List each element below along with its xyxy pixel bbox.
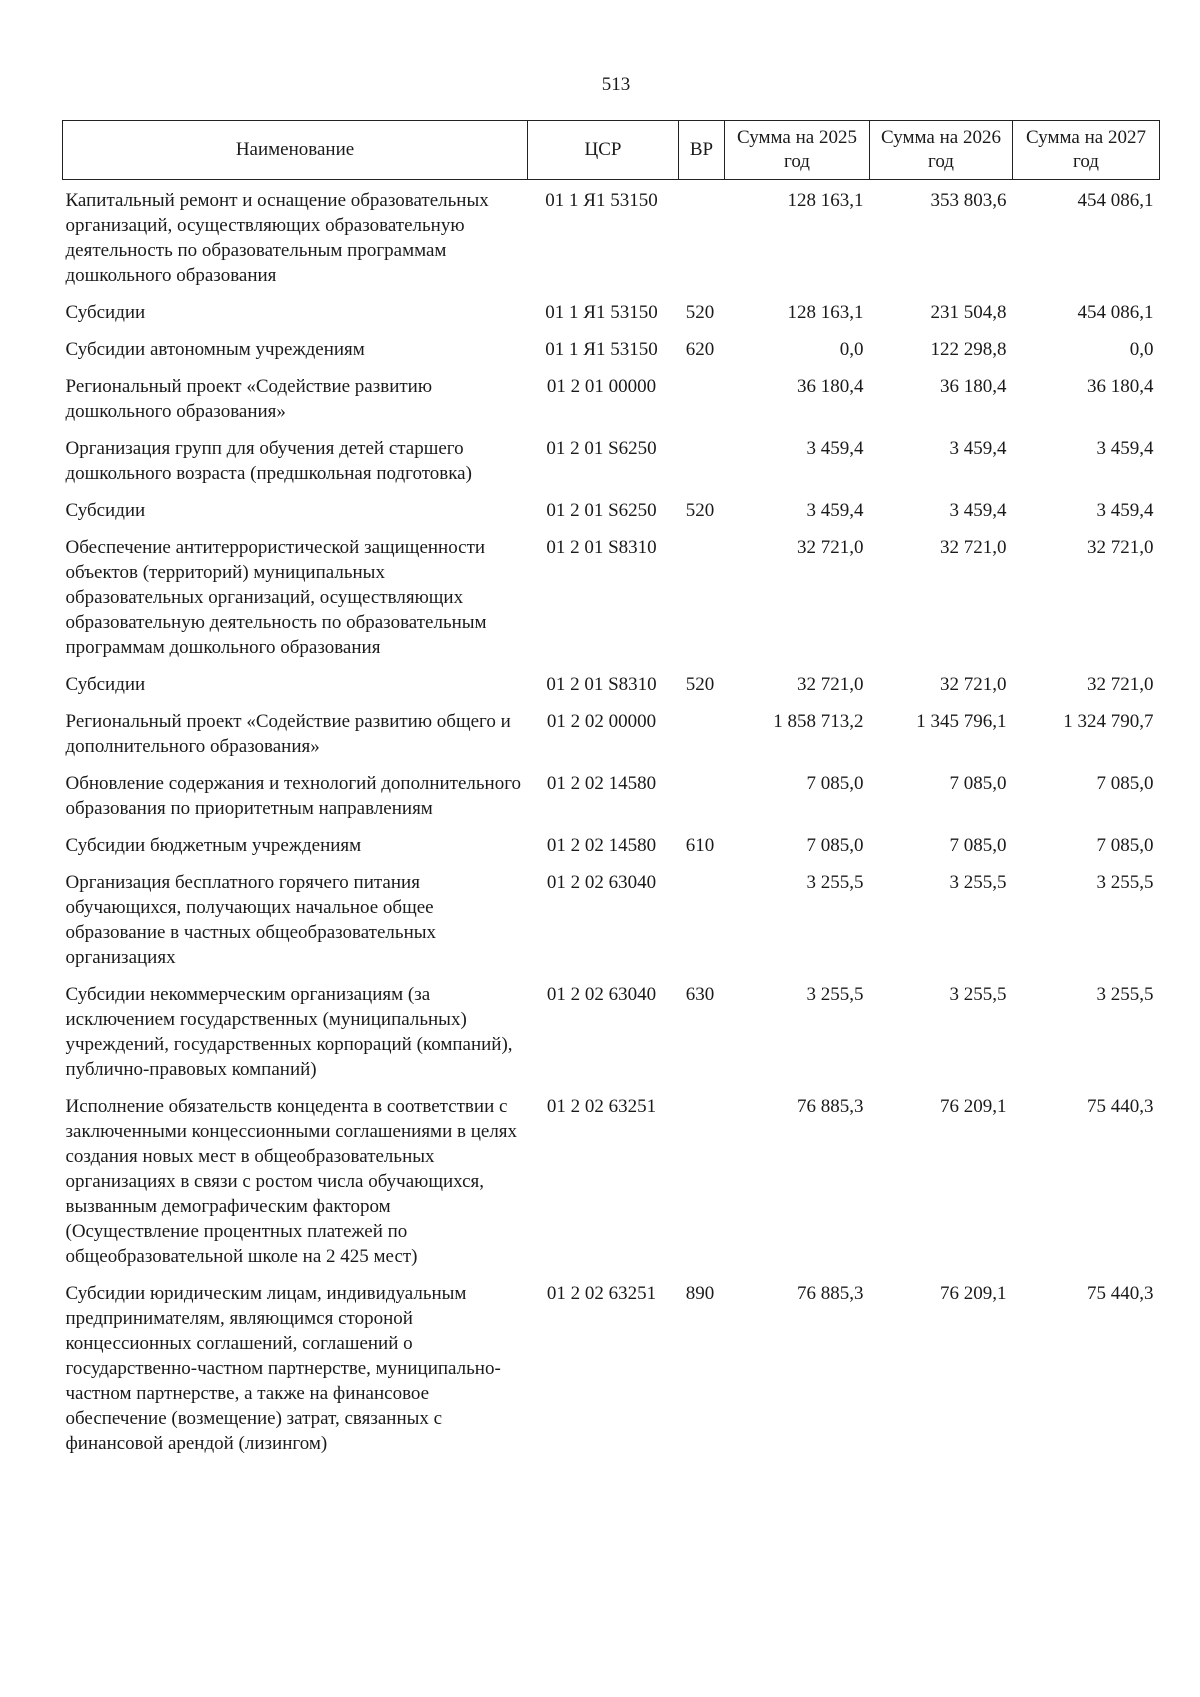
row-sum-2025: 3 255,5 [806, 872, 864, 893]
row-sum-2025: 7 085,0 [806, 835, 864, 856]
row-csr: 01 2 02 14580 [546, 835, 657, 856]
row-csr: 01 1 Я1 53150 [545, 190, 658, 211]
row-name: Организация бесплатного горячего питания обучающихся, получающих начальное общее образование в частных общеобразовательных организациях [65, 872, 436, 968]
row-csr: 01 2 01 S8310 [546, 674, 657, 695]
row-sum-2026: 231 504,8 [930, 302, 1007, 323]
row-vr [679, 763, 725, 825]
row-name: Организация групп для обучения детей старшего дошкольного возраста (предшкольная подготовка) [65, 438, 472, 484]
row-vr [679, 366, 725, 428]
table-row [63, 825, 1160, 862]
row-sum-2026: 76 209,1 [940, 1096, 1007, 1117]
row-vr [679, 428, 725, 490]
row-sum-2025: 128 163,1 [787, 302, 864, 323]
table-row [63, 180, 1160, 293]
table-header [63, 121, 1160, 180]
table-row [63, 527, 1160, 664]
row-vr [679, 701, 725, 763]
row-vr [679, 1086, 725, 1273]
row-name: Субсидии юридическим лицам, индивидуальным предпринимателям, являющимся стороной концессионных соглашений, соглашений о государственно-частном партнерстве, муниципально-частном партнерстве, а также на финансовое обеспечение (возмещение) затрат, связанных с финансовой арендой (лизингом) [65, 1283, 501, 1454]
row-sum-2025: 3 255,5 [806, 984, 864, 1005]
row-sum-2027: 36 180,4 [1087, 376, 1154, 397]
row-sum-2027: 454 086,1 [1077, 302, 1154, 323]
row-csr: 01 2 02 63251 [546, 1096, 657, 1117]
row-sum-2025: 32 721,0 [797, 537, 864, 558]
row-vr: 520 [685, 302, 715, 323]
table-row [63, 862, 1160, 974]
row-name: Субсидии бюджетным учреждениям [65, 835, 362, 856]
row-sum-2026: 36 180,4 [940, 376, 1007, 397]
row-sum-2026: 76 209,1 [940, 1283, 1007, 1304]
page-number: 513 [601, 74, 631, 95]
row-sum-2027: 0,0 [1129, 339, 1154, 360]
header-csr: ЦСР [528, 121, 679, 180]
header-sum-2025: Сумма на 2025 год [725, 121, 870, 180]
row-sum-2025: 0,0 [839, 339, 864, 360]
row-csr: 01 2 02 63040 [546, 872, 657, 893]
row-name: Региональный проект «Содействие развитию общего и дополнительного образования» [65, 711, 511, 757]
row-sum-2027: 3 459,4 [1096, 438, 1154, 459]
row-sum-2027: 1 324 790,7 [1063, 711, 1154, 732]
row-sum-2027: 32 721,0 [1087, 537, 1154, 558]
row-vr: 520 [685, 500, 715, 521]
row-sum-2025: 7 085,0 [806, 773, 864, 794]
row-sum-2027: 3 459,4 [1096, 500, 1154, 521]
row-sum-2026: 3 459,4 [949, 438, 1007, 459]
row-sum-2025: 128 163,1 [787, 190, 864, 211]
row-vr: 620 [685, 339, 715, 360]
row-sum-2027: 3 255,5 [1096, 984, 1154, 1005]
row-csr: 01 2 01 S6250 [546, 500, 657, 521]
row-name: Обновление содержания и технологий дополнительного образования по приоритетным направлениям [65, 773, 522, 819]
header-vr: ВР [679, 121, 725, 180]
table-row [63, 490, 1160, 527]
table-row [63, 292, 1160, 329]
table-row [63, 329, 1160, 366]
row-sum-2026: 32 721,0 [940, 674, 1007, 695]
row-sum-2027: 7 085,0 [1096, 835, 1154, 856]
row-sum-2026: 3 459,4 [949, 500, 1007, 521]
table-row [63, 428, 1160, 490]
row-sum-2026: 353 803,6 [930, 190, 1007, 211]
row-csr: 01 2 01 S6250 [546, 438, 657, 459]
row-sum-2027: 75 440,3 [1087, 1283, 1154, 1304]
row-sum-2026: 3 255,5 [949, 872, 1007, 893]
row-sum-2025: 3 459,4 [806, 438, 864, 459]
row-csr: 01 1 Я1 53150 [545, 302, 658, 323]
row-name: Субсидии некоммерческим организациям (за исключением государственных (муниципальных) учреждений, государственных корпораций (компаний), публично-правовых компаний) [65, 984, 513, 1080]
row-sum-2025: 1 858 713,2 [773, 711, 864, 732]
row-sum-2025: 36 180,4 [797, 376, 864, 397]
row-name: Обеспечение антитеррористической защищенности объектов (территорий) муниципальных образовательных организаций, осуществляющих образовательную деятельность по образовательным программам дошкольного образования [65, 537, 487, 658]
row-sum-2025: 3 459,4 [806, 500, 864, 521]
row-name: Субсидии [65, 674, 146, 695]
row-sum-2027: 7 085,0 [1096, 773, 1154, 794]
table-row [63, 701, 1160, 763]
row-sum-2025: 32 721,0 [797, 674, 864, 695]
row-name: Исполнение обязательств концедента в соответствии с заключенными концессионными соглашениями в целях создания новых мест в общеобразовательных организациях в связи с ростом числа обучающихся, вызванным демографическим фактором (Осуществление процентных платежей по общеобразовательной школе на 2 425 мест) [65, 1096, 518, 1267]
table-row [63, 763, 1160, 825]
table-row [63, 664, 1160, 701]
row-csr: 01 2 02 00000 [546, 711, 657, 732]
header-sum-2027: Сумма на 2027 год [1013, 121, 1160, 180]
row-sum-2025: 76 885,3 [797, 1096, 864, 1117]
row-sum-2027: 32 721,0 [1087, 674, 1154, 695]
row-vr: 890 [685, 1283, 715, 1304]
row-vr [679, 180, 725, 293]
row-sum-2026: 3 255,5 [949, 984, 1007, 1005]
row-csr: 01 1 Я1 53150 [545, 339, 658, 360]
table-body [63, 180, 1160, 1461]
row-name: Субсидии [65, 302, 146, 323]
row-vr [679, 862, 725, 974]
row-csr: 01 2 01 00000 [546, 376, 657, 397]
row-sum-2025: 76 885,3 [797, 1283, 864, 1304]
row-csr: 01 2 01 S8310 [546, 537, 657, 558]
row-sum-2027: 3 255,5 [1096, 872, 1154, 893]
header-sum-2026: Сумма на 2026 год [870, 121, 1013, 180]
table-row [63, 1086, 1160, 1273]
row-name: Региональный проект «Содействие развитию дошкольного образования» [65, 376, 433, 422]
row-csr: 01 2 02 63251 [546, 1283, 657, 1304]
table-row [63, 1273, 1160, 1460]
row-sum-2026: 32 721,0 [940, 537, 1007, 558]
row-name: Субсидии автономным учреждениям [65, 339, 365, 360]
row-csr: 01 2 02 14580 [546, 773, 657, 794]
row-name: Субсидии [65, 500, 146, 521]
row-sum-2027: 454 086,1 [1077, 190, 1154, 211]
row-vr: 630 [685, 984, 715, 1005]
header-name: Наименование [63, 121, 528, 180]
row-vr: 520 [685, 674, 715, 695]
row-sum-2026: 7 085,0 [949, 773, 1007, 794]
row-sum-2027: 75 440,3 [1087, 1096, 1154, 1117]
row-vr: 610 [685, 835, 715, 856]
row-vr [679, 527, 725, 664]
row-sum-2026: 122 298,8 [930, 339, 1007, 360]
row-csr: 01 2 02 63040 [546, 984, 657, 1005]
budget-table [62, 120, 1160, 1460]
row-sum-2026: 7 085,0 [949, 835, 1007, 856]
row-sum-2026: 1 345 796,1 [916, 711, 1007, 732]
row-name: Капитальный ремонт и оснащение образовательных организаций, осуществляющих образовательную деятельность по образовательным программам дошкольного образования [65, 190, 489, 286]
table-row [63, 366, 1160, 428]
table-row [63, 974, 1160, 1086]
